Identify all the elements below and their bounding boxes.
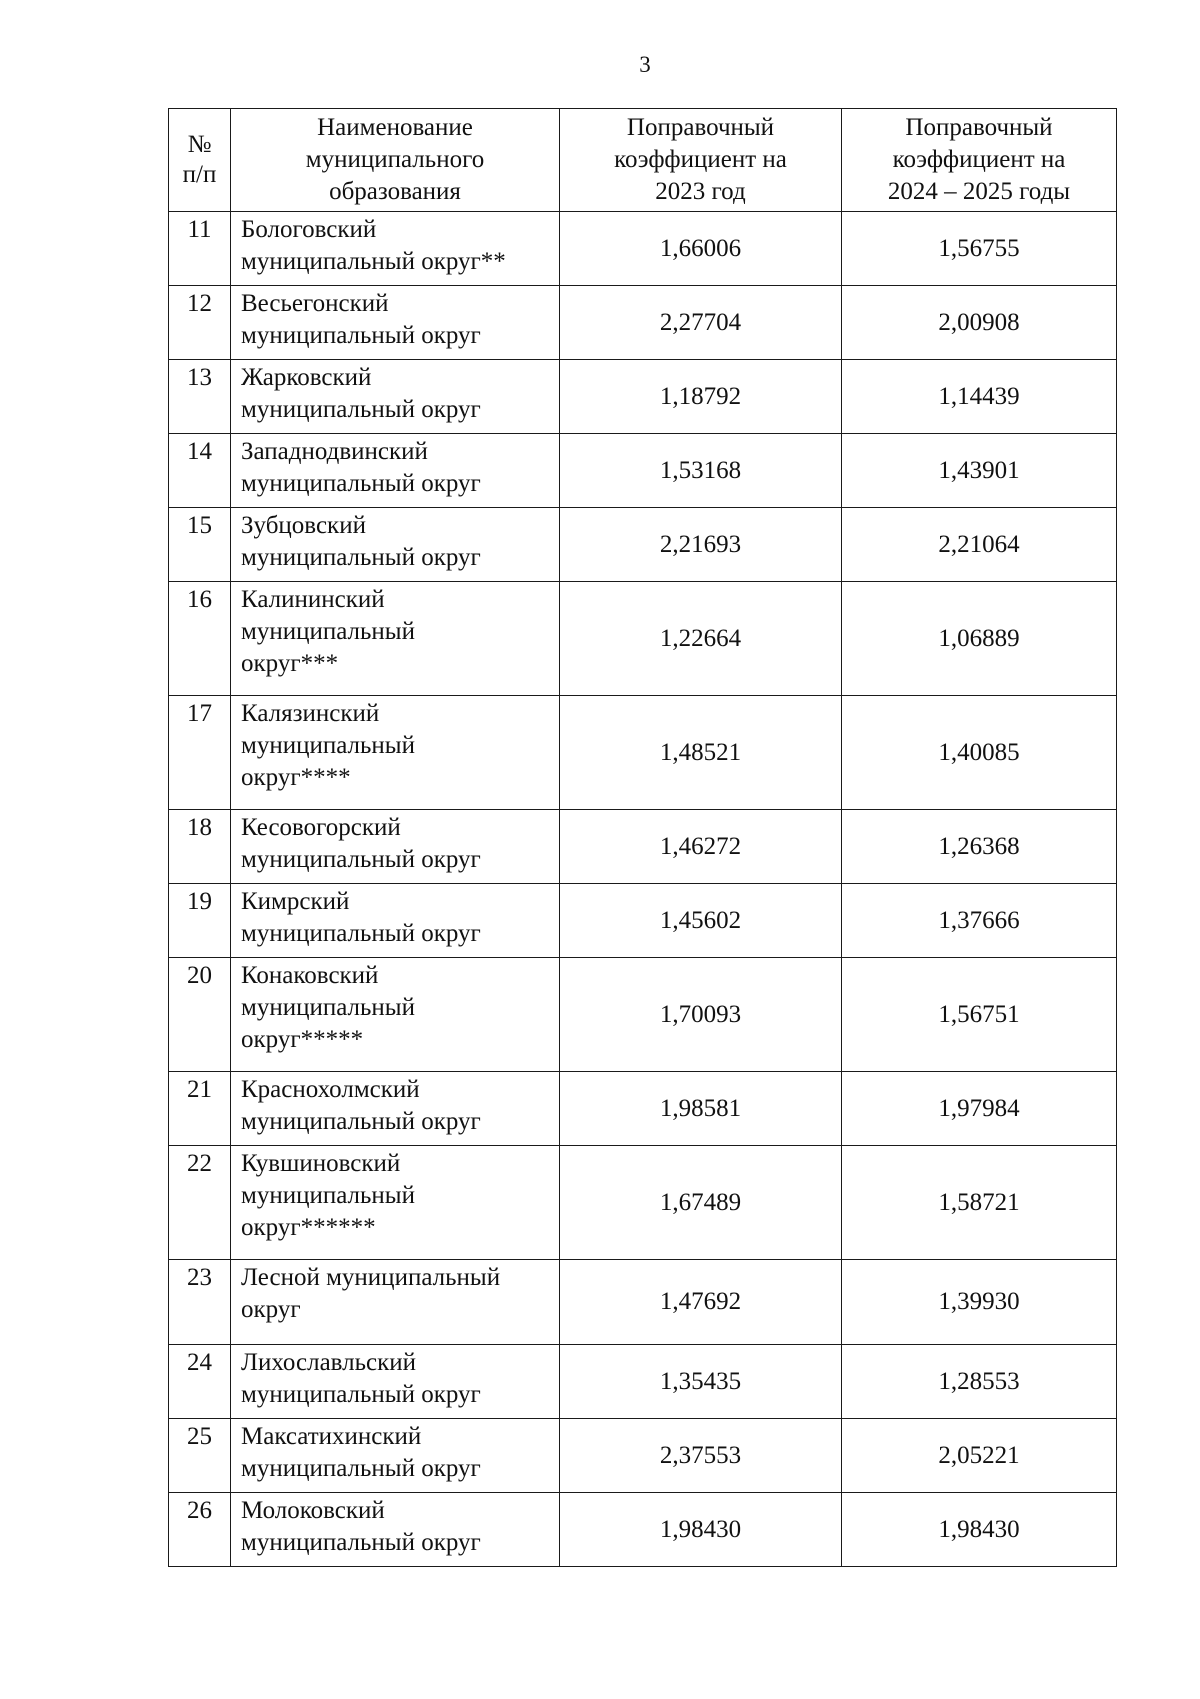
table-row (169, 1419, 1117, 1493)
coefficient-2024-2025: 1,40085 (842, 696, 1117, 810)
coefficient-2024-2025: 1,06889 (842, 582, 1117, 696)
page-number: 3 (639, 52, 651, 77)
coefficient-2024-2025: 2,21064 (842, 508, 1117, 582)
coefficient-2023: 2,27704 (560, 286, 842, 360)
coefficient-2023: 1,53168 (560, 434, 842, 508)
row-number: 19 (169, 884, 231, 958)
coefficient-2024-2025: 1,39930 (842, 1260, 1117, 1345)
row-number: 22 (169, 1146, 231, 1260)
coefficient-2023: 1,66006 (560, 212, 842, 286)
row-number: 16 (169, 582, 231, 696)
header-coefficient-2024-2025: Поправочный коэффициент на 2024 – 2025 годы (842, 109, 1117, 212)
municipality-name: Калязинский муниципальный округ**** (231, 696, 560, 810)
municipality-name: Молоковский муниципальный округ (231, 1493, 560, 1567)
table-row (169, 434, 1117, 508)
coefficient-2024-2025: 1,14439 (842, 360, 1117, 434)
row-number: 12 (169, 286, 231, 360)
row-number: 20 (169, 958, 231, 1072)
coefficient-2023: 1,67489 (560, 1146, 842, 1260)
row-number: 17 (169, 696, 231, 810)
coefficient-2023: 1,70093 (560, 958, 842, 1072)
municipality-name: Кимрский муниципальный округ (231, 884, 560, 958)
coefficient-2024-2025: 1,98430 (842, 1493, 1117, 1567)
municipality-name: Кувшиновский муниципальный округ****** (231, 1146, 560, 1260)
table-row (169, 582, 1117, 696)
table-row (169, 508, 1117, 582)
table-row (169, 1146, 1117, 1260)
coefficient-2024-2025: 1,58721 (842, 1146, 1117, 1260)
header-coefficient-2023: Поправочный коэффициент на 2023 год (560, 109, 842, 212)
table-row (169, 1345, 1117, 1419)
coefficient-2024-2025: 1,97984 (842, 1072, 1117, 1146)
coefficient-2023: 1,47692 (560, 1260, 842, 1345)
municipality-name: Западнодвинский муниципальный округ (231, 434, 560, 508)
municipality-name: Максатихинский муниципальный округ (231, 1419, 560, 1493)
table-row (169, 286, 1117, 360)
municipality-name: Весьегонский муниципальный округ (231, 286, 560, 360)
row-number: 25 (169, 1419, 231, 1493)
municipality-name: Краснохолмский муниципальный округ (231, 1072, 560, 1146)
row-number: 18 (169, 810, 231, 884)
table-row (169, 1260, 1117, 1345)
coefficient-2024-2025: 1,28553 (842, 1345, 1117, 1419)
table-row (169, 958, 1117, 1072)
coefficient-2024-2025: 2,00908 (842, 286, 1117, 360)
municipality-name: Зубцовский муниципальный округ (231, 508, 560, 582)
row-number: 14 (169, 434, 231, 508)
table-row (169, 360, 1117, 434)
table-body (169, 212, 1117, 1567)
table-row (169, 810, 1117, 884)
coefficient-2024-2025: 1,43901 (842, 434, 1117, 508)
table-row (169, 1072, 1117, 1146)
coefficient-2023: 2,37553 (560, 1419, 842, 1493)
coefficient-2024-2025: 1,26368 (842, 810, 1117, 884)
table-header-row (169, 109, 1117, 212)
row-number: 24 (169, 1345, 231, 1419)
row-number: 23 (169, 1260, 231, 1345)
row-number: 11 (169, 212, 231, 286)
coefficient-2023: 1,18792 (560, 360, 842, 434)
coefficient-2024-2025: 1,37666 (842, 884, 1117, 958)
municipality-name: Кесовогорский муниципальный округ (231, 810, 560, 884)
row-number: 26 (169, 1493, 231, 1567)
row-number: 13 (169, 360, 231, 434)
table-row (169, 212, 1117, 286)
header-number: № п/п (169, 109, 231, 212)
header-municipality-name: Наименование муниципального образования (231, 109, 560, 212)
table-row (169, 884, 1117, 958)
coefficients-table (168, 108, 1117, 1567)
coefficient-2023: 1,22664 (560, 582, 842, 696)
table-row (169, 1493, 1117, 1567)
coefficient-2023: 1,35435 (560, 1345, 842, 1419)
municipality-name: Жарковский муниципальный округ (231, 360, 560, 434)
coefficient-2024-2025: 1,56751 (842, 958, 1117, 1072)
table-row (169, 696, 1117, 810)
coefficient-2023: 2,21693 (560, 508, 842, 582)
municipality-name: Бологовский муниципальный округ** (231, 212, 560, 286)
coefficient-2024-2025: 2,05221 (842, 1419, 1117, 1493)
coefficient-2023: 1,45602 (560, 884, 842, 958)
coefficient-2023: 1,48521 (560, 696, 842, 810)
coefficient-2024-2025: 1,56755 (842, 212, 1117, 286)
coefficient-2023: 1,98581 (560, 1072, 842, 1146)
municipality-name: Калининский муниципальный округ*** (231, 582, 560, 696)
municipality-name: Конаковский муниципальный округ***** (231, 958, 560, 1072)
municipality-name: Лихославльский муниципальный округ (231, 1345, 560, 1419)
coefficient-2023: 1,98430 (560, 1493, 842, 1567)
row-number: 15 (169, 508, 231, 582)
municipality-name: Лесной муниципальный округ (231, 1260, 560, 1345)
row-number: 21 (169, 1072, 231, 1146)
coefficient-2023: 1,46272 (560, 810, 842, 884)
